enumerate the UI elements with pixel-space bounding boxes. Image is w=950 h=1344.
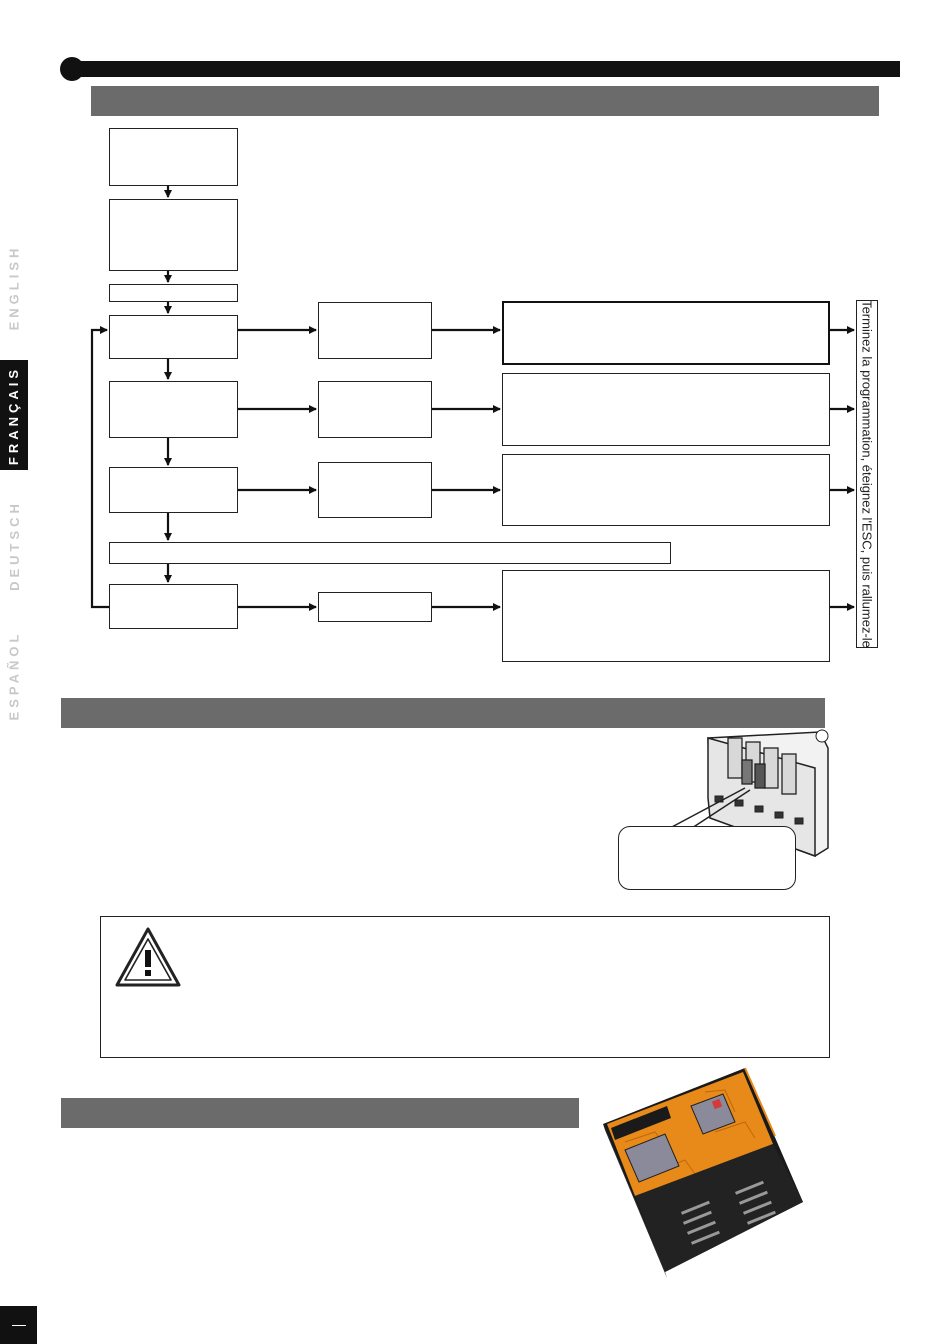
- esc-callout-box: [618, 826, 796, 890]
- esc-device-illustration: [610, 728, 835, 893]
- lang-tab-english[interactable]: ENGLISH: [6, 244, 22, 331]
- lang-tab-deutsch[interactable]: DEUTSCH: [6, 499, 22, 591]
- flow-side-note: Terminez la programmation, éteignez l'ESC, puis rallumez-le: [856, 300, 878, 648]
- lang-tab-espanol[interactable]: ESPAÑOL: [6, 630, 22, 720]
- program-card-illustration: [595, 1062, 815, 1282]
- warning-triangle-icon: [113, 925, 183, 991]
- warning-box: [100, 916, 830, 1058]
- page-number-tab: [0, 1306, 37, 1344]
- lang-tab-francais[interactable]: FRANÇAIS: [0, 360, 28, 470]
- loop-back-line: [92, 330, 109, 607]
